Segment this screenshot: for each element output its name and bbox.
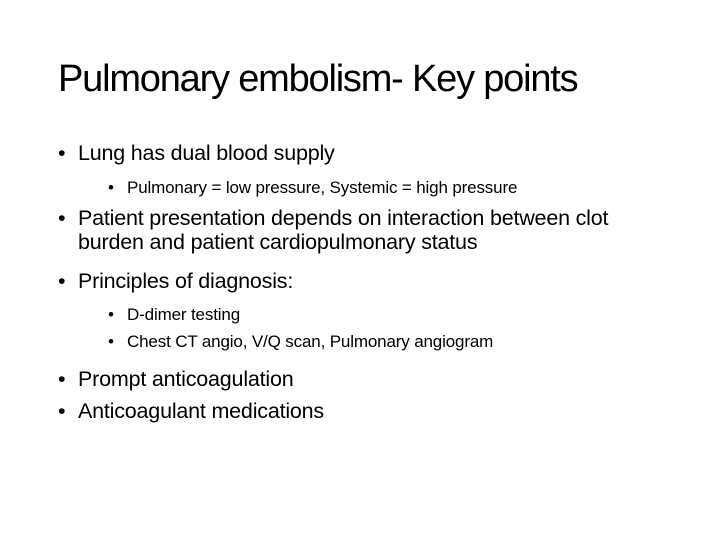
bullet-text: Lung has dual blood supply: [78, 141, 335, 165]
bullet-item-dual-blood-supply: [58, 141, 668, 165]
bullet-icon: •: [108, 332, 114, 351]
bullet-icon: •: [58, 141, 66, 165]
bullet-icon: •: [58, 399, 66, 423]
bullet-icon: •: [58, 269, 66, 293]
sub-bullet-item-d-dimer: [108, 305, 668, 325]
bullet-text: D-dimer testing: [127, 305, 241, 324]
bullet-list: [58, 141, 668, 423]
sub-bullet-item-pressure: [108, 178, 668, 198]
bullet-item-principles-of-diagnosis: [58, 269, 668, 293]
bullet-text: Pulmonary = low pressure, Systemic = high pressure: [127, 178, 518, 197]
bullet-icon: •: [108, 305, 114, 324]
bullet-text: Principles of diagnosis:: [78, 269, 294, 293]
bullet-item-prompt-anticoagulation: [58, 367, 668, 391]
bullet-item-patient-presentation: [58, 206, 668, 254]
bullet-text: Patient presentation depends on interaction between clot burden and patient cardiopulmonary status: [78, 206, 609, 254]
bullet-text: Prompt anticoagulation: [78, 367, 294, 391]
bullet-icon: •: [58, 206, 66, 230]
bullet-icon: •: [108, 178, 114, 197]
bullet-icon: •: [58, 367, 66, 391]
sub-bullet-item-imaging: [108, 332, 668, 352]
bullet-item-anticoagulant-medications: [58, 399, 668, 423]
bullet-text: Anticoagulant medications: [78, 399, 324, 423]
bullet-text: Chest CT angio, V/Q scan, Pulmonary angiogram: [127, 332, 494, 351]
slide-title: Pulmonary embolism- Key points: [58, 58, 578, 100]
